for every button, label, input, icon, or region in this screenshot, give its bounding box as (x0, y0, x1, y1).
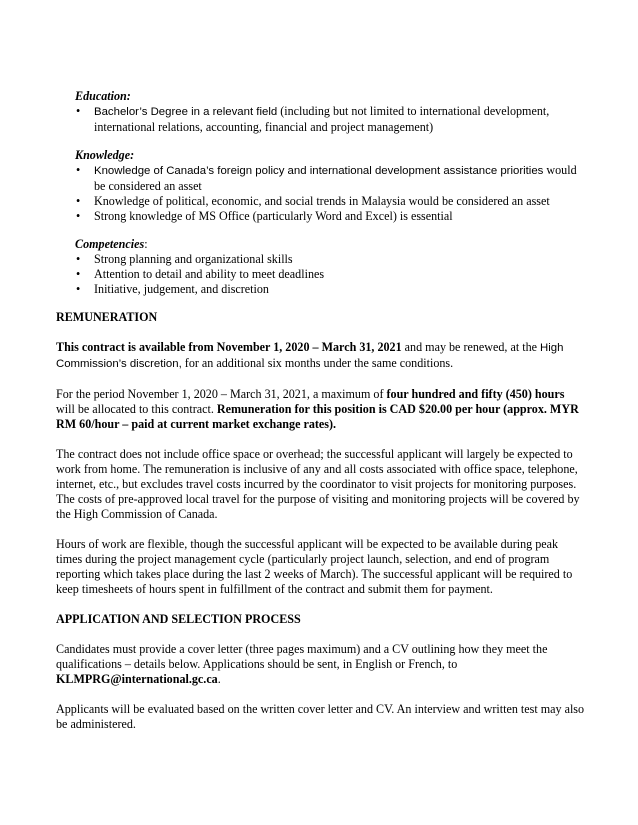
list-item (56, 209, 586, 224)
list-item (56, 267, 586, 282)
application-paragraph-2: Applicants will be evaluated based on the written cover letter and CV. An interview and written test may also be administered. (56, 702, 585, 731)
competencies-heading-colon: : (144, 237, 148, 251)
bullet-icon: • (76, 282, 81, 296)
education-item-rest: (including but not limited to international development, international relations, accounting, financial and project management) (94, 104, 550, 134)
paragraph-text: and may be renewed, at the (401, 340, 541, 354)
knowledge-item-rest: would be considered an asset (94, 163, 577, 193)
competency-text: Attention to detail and ability to meet deadlines (94, 267, 325, 281)
competencies-list (56, 252, 586, 297)
knowledge-item-text: Knowledge of political, economic, and social trends in Malaysia would be considered an asset (94, 194, 550, 208)
education-item-lead: Bachelor’s Degree in a relevant field (94, 106, 278, 118)
list-item (56, 252, 586, 267)
remuneration-heading: REMUNERATION (56, 310, 158, 324)
rate-text: Remuneration for this position is CAD $20.00 per hour (approx. MYR RM 60/hour – paid at current market exchange rates). (56, 402, 579, 431)
bullet-icon: • (76, 209, 81, 223)
application-paragraph-1 (56, 642, 586, 687)
list-item (56, 194, 586, 209)
email-address: KLMPRG@international.gc.ca (56, 672, 218, 686)
competency-text: Initiative, judgement, and discretion (94, 282, 269, 296)
paragraph-text: Candidates must provide a cover letter (three pages maximum) and a CV outlining how they meet the qualifications – details below. Applications should be sent, in English or French, to (56, 642, 548, 671)
remuneration-paragraph-1 (56, 340, 586, 372)
paragraph-text: will be allocated to this contract. (56, 402, 217, 416)
bullet-icon: • (76, 194, 81, 208)
paragraph-text: for an additional six months under the same conditions. (181, 356, 454, 370)
contract-period-text: This contract is available from November 1, 2020 – March 31, 2021 (56, 340, 402, 354)
bullet-icon: • (76, 267, 81, 281)
knowledge-item-text: Strong knowledge of MS Office (particularly Word and Excel) is essential (94, 209, 453, 223)
competencies-heading-text: Competencies (75, 237, 145, 251)
document-page (56, 89, 586, 732)
paragraph-text: For the period November 1, 2020 – March 31, 2021, a maximum of (56, 387, 387, 401)
list-item (56, 104, 586, 135)
knowledge-list (56, 163, 586, 224)
remuneration-paragraph-4: Hours of work are flexible, though the successful applicant will be expected to be available during peak times during the project management cycle (particularly project launch, selection, and end of program reporting which takes place during the last 2 weeks of March). The successful applicant will be required to keep timesheets of hours spent in fulfillment of the contract and submit them for payment. (56, 537, 573, 596)
competencies-heading (75, 237, 586, 252)
knowledge-heading: Knowledge: (75, 148, 135, 162)
bullet-icon: • (76, 252, 81, 266)
list-item (56, 163, 586, 194)
remuneration-paragraph-2 (56, 387, 586, 432)
competency-text: Strong planning and organizational skills (94, 252, 293, 266)
knowledge-item-lead: Knowledge of Canada’s foreign policy and international development assistance priorities (94, 165, 544, 177)
remuneration-paragraph-3: The contract does not include office space or overhead; the successful applicant will largely be expected to work from home. The remuneration is inclusive of any and all costs associated with office space, telephone, internet, etc., but excludes travel costs incurred by the coordinator to visit projects for monitoring purposes. The costs of pre-approved local travel for the purpose of visiting and monitoring projects will be covered by the High Commission of Canada. (56, 447, 580, 521)
hours-text: four hundred and fifty (450) hours (386, 387, 565, 401)
list-item (56, 282, 586, 297)
education-list (56, 104, 586, 135)
bullet-icon: • (76, 104, 81, 118)
paragraph-text: . (217, 672, 221, 686)
bullet-icon: • (76, 163, 81, 177)
discretion-text: High Commission’s discretion, (56, 342, 564, 370)
education-heading: Education: (75, 89, 131, 103)
application-heading: APPLICATION AND SELECTION PROCESS (56, 612, 301, 626)
